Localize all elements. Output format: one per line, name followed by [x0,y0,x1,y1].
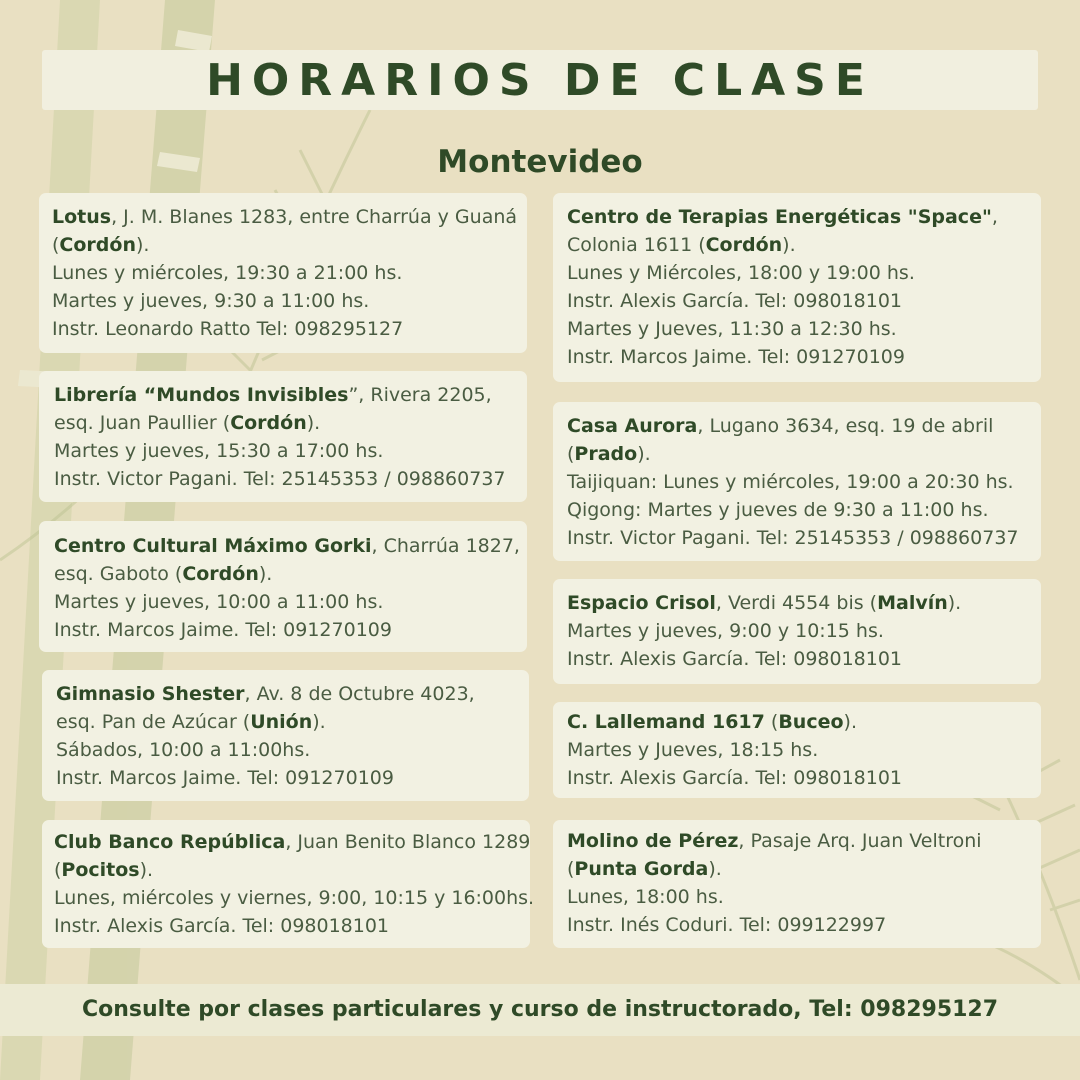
location-card-lallemand [553,702,1041,798]
card-line: Lotus, J. M. Blanes 1283, entre Charrúa y Guaná [52,206,518,228]
card-line: esq. Juan Paullier (Cordón). [54,412,321,434]
location-card-space [553,193,1041,382]
location-card-casa-aurora [553,402,1041,561]
card-line: Colonia 1611 (Cordón). [567,234,796,256]
card-line: Instr. Alexis García. Tel: 098018101 [54,915,390,937]
card-line: Qigong: Martes y jueves de 9:30 a 11:00 hs. [567,499,989,521]
card-line: Martes y jueves, 9:30 a 11:00 hs. [52,290,370,312]
card-line: Instr. Victor Pagani. Tel: 25145353 / 098860737 [54,468,506,490]
card-line: Martes y Jueves, 11:30 a 12:30 hs. [567,318,897,340]
location-name: Librería “Mundos Invisibles [54,384,349,406]
card-line: esq. Gaboto (Cordón). [54,563,273,585]
card-line: Taijiquan: Lunes y miércoles, 19:00 a 20:30 hs. [567,471,1014,493]
barrio: Cordón [59,234,136,256]
card-line: Librería “Mundos Invisibles”, Rivera 2205, [54,384,492,406]
card-line: Instr. Leonardo Ratto Tel: 098295127 [52,318,404,340]
barrio: Punta Gorda [574,858,709,880]
card-line: esq. Pan de Azúcar (Unión). [56,711,326,733]
card-line: Lunes y miércoles, 19:30 a 21:00 hs. [52,262,403,284]
location-name: Club Banco República [54,831,286,853]
card-line: Martes y Jueves, 18:15 hs. [567,739,819,761]
location-name: Centro Cultural Máximo Gorki [54,535,372,557]
card-line: Martes y jueves, 15:30 a 17:00 hs. [54,440,384,462]
card-line: Centro Cultural Máximo Gorki, Charrúa 1827, [54,535,520,557]
location-name: Molino de Pérez [567,830,739,852]
location-card-gimnasio-shester [42,670,529,801]
card-line: (Prado). [567,443,651,465]
card-line: Lunes, 18:00 hs. [567,886,724,908]
card-line: Instr. Alexis García. Tel: 098018101 [567,648,903,670]
card-line: Sábados, 10:00 a 11:00hs. [56,739,311,761]
card-line: Instr. Marcos Jaime. Tel: 091270109 [567,346,905,368]
card-line: Instr. Alexis García. Tel: 098018101 [567,290,903,312]
card-line: (Pocitos). [54,859,154,881]
card-line: Centro de Terapias Energéticas "Space", [567,206,998,228]
footer-contact-text: Consulte por clases particulares y curso de instructorado, Tel: 098295127 [81,997,999,1022]
card-line: Lunes y Miércoles, 18:00 y 19:00 hs. [567,262,915,284]
barrio: Cordón [705,234,783,256]
card-line: Instr. Victor Pagani. Tel: 25145353 / 098860737 [567,527,1019,549]
card-line: Instr. Alexis García. Tel: 098018101 [567,767,903,789]
barrio: Cordón [182,563,259,585]
card-line: (Punta Gorda). [567,858,722,880]
card-line: (Cordón). [52,234,150,256]
title-banner [42,50,1038,110]
card-line: C. Lallemand 1617 (Buceo). [567,711,857,733]
card-line: Casa Aurora, Lugano 3634, esq. 19 de abril [567,415,994,437]
location-card-molino-de-perez [553,820,1041,948]
barrio: Cordón [230,412,307,434]
location-card-maximo-gorki [39,521,527,652]
location-name: Lotus [52,206,112,228]
barrio: Pocitos [61,859,140,881]
barrio: Prado [574,443,638,465]
barrio: Buceo [778,711,844,733]
location-name: Casa Aurora [567,415,698,437]
card-line: Molino de Pérez, Pasaje Arq. Juan Veltroni [567,830,982,852]
location-card-lotus [39,193,527,353]
city-heading: Montevideo [437,144,643,180]
card-line: Instr. Marcos Jaime. Tel: 091270109 [54,619,392,641]
barrio: Malvín [877,592,948,614]
location-card-mundos-invisibles [39,371,527,502]
card-line: Club Banco República, Juan Benito Blanco 1289 [54,831,531,853]
card-line: Martes y jueves, 10:00 a 11:00 hs. [54,591,384,613]
card-line: Gimnasio Shester, Av. 8 de Octubre 4023, [56,683,475,705]
card-line: Espacio Crisol, Verdi 4554 bis (Malvín). [567,592,962,614]
barrio: Unión [250,711,313,733]
card-line: Martes y jueves, 9:00 y 10:15 hs. [567,620,884,642]
card-line: Lunes, miércoles y viernes, 9:00, 10:15 y 16:00hs. [54,887,535,909]
location-card-club-banco-republica [42,820,535,948]
location-name: Espacio Crisol [567,592,716,614]
location-name: Centro de Terapias Energéticas "Space" [567,206,992,228]
card-line: Instr. Inés Coduri. Tel: 099122997 [567,914,887,936]
location-name: C. Lallemand 1617 [567,711,765,733]
card-line: Instr. Marcos Jaime. Tel: 091270109 [56,767,394,789]
footer-banner [0,984,1080,1036]
page-title: HORARIOS DE CLASE [206,55,874,106]
location-card-espacio-crisol [553,579,1041,684]
location-name: Gimnasio Shester [56,683,245,705]
